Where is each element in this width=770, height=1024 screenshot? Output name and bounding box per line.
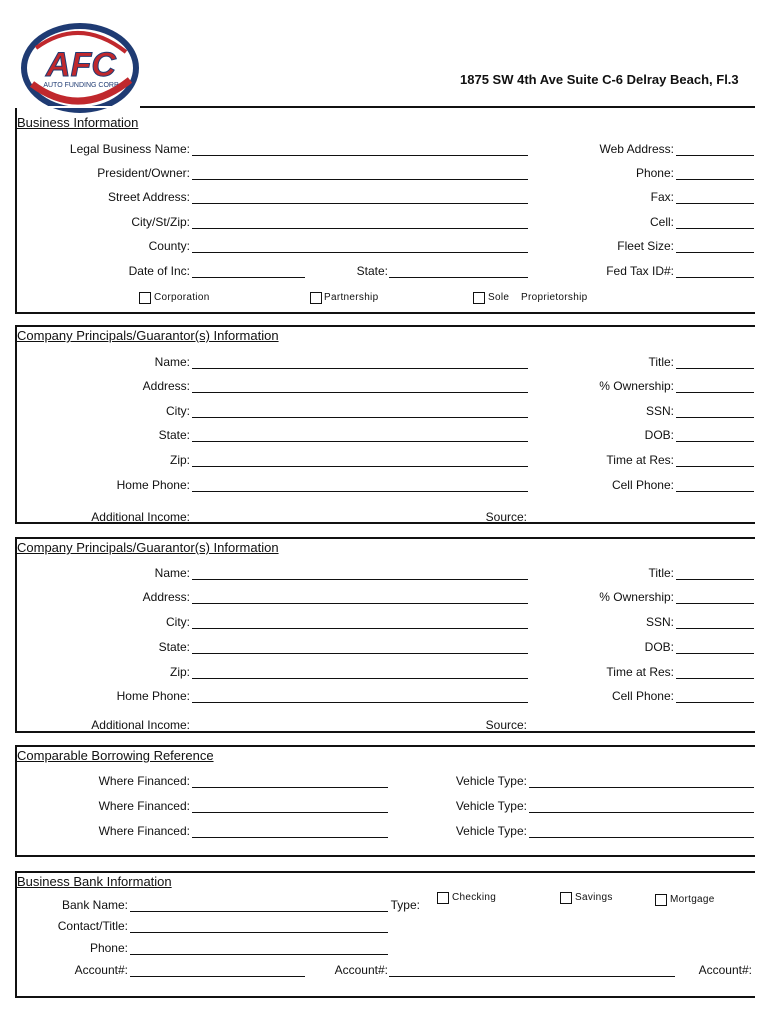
sole-label: Sole xyxy=(488,292,510,303)
bank-phone-field[interactable] xyxy=(130,954,388,955)
p1-add-income-label: Additional Income: xyxy=(91,510,190,524)
fedtax-label: Fed Tax ID#: xyxy=(606,264,674,278)
checking-label: Checking xyxy=(452,892,497,903)
where-financed-2-label: Where Financed: xyxy=(98,799,190,813)
legal-name-field[interactable] xyxy=(192,155,528,156)
checking-checkbox[interactable] xyxy=(437,892,449,904)
type-label: Type: xyxy=(390,898,420,912)
state-label: State: xyxy=(356,264,388,278)
state-field[interactable] xyxy=(389,277,528,278)
p1-ownership-label: % Ownership: xyxy=(599,379,674,393)
where-financed-3-field[interactable] xyxy=(192,837,388,838)
p2-city-label: City: xyxy=(166,615,190,629)
p1-time-res-label: Time at Res: xyxy=(606,453,674,467)
p1-address-label: Address: xyxy=(142,379,190,393)
p2-title-label: Title: xyxy=(648,566,674,580)
fax-label: Fax: xyxy=(650,190,674,204)
account-1-field[interactable] xyxy=(130,976,305,977)
p1-city-label: City: xyxy=(166,404,190,418)
business-info-section xyxy=(15,106,755,314)
mortgage-label: Mortgage xyxy=(670,894,715,905)
p2-state-field[interactable] xyxy=(192,653,528,654)
principal2-section xyxy=(15,537,755,733)
p2-state-label: State: xyxy=(158,640,190,654)
vehicle-type-1-label: Vehicle Type: xyxy=(455,774,527,788)
p2-ownership-label: % Ownership: xyxy=(599,590,674,604)
p1-dob-field[interactable] xyxy=(676,441,754,442)
bank-section xyxy=(15,871,755,998)
partnership-label: Partnership xyxy=(324,292,379,303)
business-info-title: Business Information xyxy=(17,115,139,130)
p2-name-label: Name: xyxy=(154,566,190,580)
p1-dob-label: DOB: xyxy=(644,428,674,442)
mortgage-checkbox[interactable] xyxy=(655,894,667,906)
date-inc-field[interactable] xyxy=(192,277,305,278)
president-label: President/Owner: xyxy=(97,166,190,180)
county-label: County: xyxy=(148,239,190,253)
p2-time-res-field[interactable] xyxy=(676,678,754,679)
p1-state-label: State: xyxy=(158,428,190,442)
p1-ownership-field[interactable] xyxy=(676,392,754,393)
company-address: 1875 SW 4th Ave Suite C-6 Delray Beach, Fl.3 xyxy=(460,72,739,87)
borrowing-title: Comparable Borrowing Reference xyxy=(17,748,214,763)
fedtax-field[interactable] xyxy=(676,277,754,278)
principal1-section xyxy=(15,325,755,524)
p1-state-field[interactable] xyxy=(192,441,528,442)
vehicle-type-3-field[interactable] xyxy=(529,837,754,838)
savings-checkbox[interactable] xyxy=(560,892,572,904)
p2-ownership-field[interactable] xyxy=(676,603,754,604)
p1-home-phone-label: Home Phone: xyxy=(116,478,190,492)
where-financed-3-label: Where Financed: xyxy=(98,824,190,838)
p1-address-field[interactable] xyxy=(192,392,528,393)
p2-city-field[interactable] xyxy=(192,628,528,629)
proprietorship-label: Proprietorship xyxy=(521,292,588,303)
cell-field[interactable] xyxy=(676,228,754,229)
p2-address-label: Address: xyxy=(142,590,190,604)
vehicle-type-2-label: Vehicle Type: xyxy=(455,799,527,813)
p2-home-phone-field[interactable] xyxy=(192,702,528,703)
fleet-label: Fleet Size: xyxy=(617,239,674,253)
p2-name-field[interactable] xyxy=(192,579,528,580)
p2-time-res-label: Time at Res: xyxy=(606,665,674,679)
p1-name-label: Name: xyxy=(154,355,190,369)
street-label: Street Address: xyxy=(107,190,190,204)
p2-dob-field[interactable] xyxy=(676,653,754,654)
p1-home-phone-field[interactable] xyxy=(192,491,528,492)
phone-label: Phone: xyxy=(635,166,674,180)
savings-label: Savings xyxy=(575,892,613,903)
p2-source-label: Source: xyxy=(485,718,527,732)
account-1-label: Account#: xyxy=(74,963,128,977)
phone-field[interactable] xyxy=(676,179,754,180)
citystzip-label: City/St/Zip: xyxy=(131,215,190,229)
p2-title-field[interactable] xyxy=(676,579,754,580)
vehicle-type-2-field[interactable] xyxy=(529,812,754,813)
p2-ssn-field[interactable] xyxy=(676,628,754,629)
county-field[interactable] xyxy=(192,252,528,253)
sole-proprietorship-checkbox[interactable] xyxy=(473,292,485,304)
corporation-label: Corporation xyxy=(154,292,210,303)
p1-zip-field[interactable] xyxy=(192,466,528,467)
p1-time-res-field[interactable] xyxy=(676,466,754,467)
web-field[interactable] xyxy=(676,155,754,156)
company-logo xyxy=(18,22,144,114)
partnership-checkbox[interactable] xyxy=(310,292,322,304)
p2-add-income-label: Additional Income: xyxy=(91,718,190,732)
p1-title-field[interactable] xyxy=(676,368,754,369)
p1-cell-phone-label: Cell Phone: xyxy=(611,478,674,492)
p1-city-field[interactable] xyxy=(192,417,528,418)
vehicle-type-3-label: Vehicle Type: xyxy=(455,824,527,838)
svg-text:AUTO FUNDING CORP: AUTO FUNDING CORP xyxy=(43,82,119,89)
where-financed-2-field[interactable] xyxy=(192,812,388,813)
fleet-field[interactable] xyxy=(676,252,754,253)
fax-field[interactable] xyxy=(676,203,754,204)
contact-title-label: Contact/Title: xyxy=(57,919,128,933)
account-2-label: Account#: xyxy=(334,963,388,977)
p1-cell-phone-field[interactable] xyxy=(676,491,754,492)
p1-title-label: Title: xyxy=(648,355,674,369)
cell-label: Cell: xyxy=(649,215,674,229)
account-3-label: Account#: xyxy=(698,963,752,977)
p2-address-field[interactable] xyxy=(192,603,528,604)
p2-cell-phone-label: Cell Phone: xyxy=(611,689,674,703)
p1-ssn-label: SSN: xyxy=(645,404,674,418)
principal2-title: Company Principals/Guarantor(s) Information xyxy=(17,540,279,555)
account-2-field[interactable] xyxy=(389,976,675,977)
where-financed-1-label: Where Financed: xyxy=(98,774,190,788)
p2-cell-phone-field[interactable] xyxy=(676,702,754,703)
president-field[interactable] xyxy=(192,179,528,180)
p2-dob-label: DOB: xyxy=(644,640,674,654)
citystzip-field[interactable] xyxy=(192,228,528,229)
p2-ssn-label: SSN: xyxy=(645,615,674,629)
bank-name-field[interactable] xyxy=(130,911,388,912)
principal1-title: Company Principals/Guarantor(s) Information xyxy=(17,328,279,343)
p2-home-phone-label: Home Phone: xyxy=(116,689,190,703)
vehicle-type-1-field[interactable] xyxy=(529,787,754,788)
street-field[interactable] xyxy=(192,203,528,204)
where-financed-1-field[interactable] xyxy=(192,787,388,788)
p1-ssn-field[interactable] xyxy=(676,417,754,418)
corporation-checkbox[interactable] xyxy=(139,292,151,304)
bank-phone-label: Phone: xyxy=(89,941,128,955)
p1-zip-label: Zip: xyxy=(169,453,190,467)
p1-name-field[interactable] xyxy=(192,368,528,369)
bank-title: Business Bank Information xyxy=(17,874,172,889)
svg-text:AFC: AFC xyxy=(46,46,116,84)
p2-zip-label: Zip: xyxy=(169,665,190,679)
p1-source-label: Source: xyxy=(485,510,527,524)
bank-name-label: Bank Name: xyxy=(61,898,128,912)
legal-name-label: Legal Business Name: xyxy=(69,142,190,156)
date-inc-label: Date of Inc: xyxy=(128,264,190,278)
contact-title-field[interactable] xyxy=(130,932,388,933)
web-label: Web Address: xyxy=(599,142,674,156)
p2-zip-field[interactable] xyxy=(192,678,528,679)
